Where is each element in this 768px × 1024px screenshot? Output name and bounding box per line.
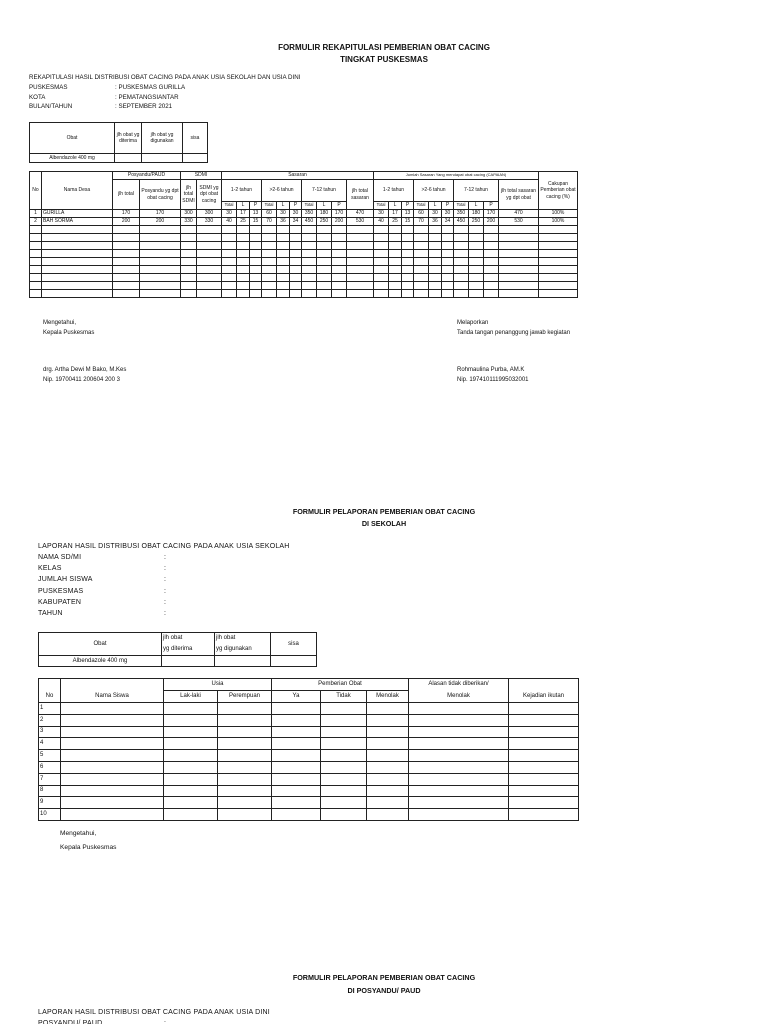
section1-intro: REKAPITULASI HASIL DISTRIBUSI OBAT CACING PADA ANAK USIA SEKOLAH DAN USIA DINI [29, 74, 301, 81]
section1-signature-left: Mengetahui, Kepala Puskesmas [43, 320, 95, 336]
header-alasan-menolak: Menolak [409, 691, 509, 703]
table-row [39, 738, 579, 750]
section1-title: FORMULIR REKAPITULASI PEMBERIAN OBAT CACING [278, 43, 490, 52]
header-posyandu-dpt: Posyandu yg dpt obat cacing [140, 180, 181, 210]
table-row [30, 250, 578, 258]
header-jlh-total: jlh total [113, 180, 140, 210]
header-age-3-capaian: 7-12 tahun [454, 180, 499, 202]
table-row [30, 282, 578, 290]
header-sisa: sisa [271, 633, 317, 656]
section2-info-list: NAMA SD/MI : KELAS : JUMLAH SISWA : PUSKESMAS : KABUPATEN : TAHUN : [38, 554, 167, 618]
header-sdmi-dpt: SDMI yg dpt obat cacing [197, 180, 222, 210]
header-age-1: 1-2 tahun [222, 180, 262, 202]
section1-signature-left-name: drg. Artha Dewi M Bako, M.Kes Nip. 19700411 200604 200 3 [43, 367, 127, 383]
table-row [39, 797, 579, 809]
table-row [30, 242, 578, 250]
section2-intro: LAPORAN HASIL DISTRIBUSI OBAT CACING PADA ANAK USIA SEKOLAH [38, 543, 290, 550]
header-sdmi: SDMI [181, 172, 222, 180]
section3-intro: LAPORAN HASIL DISTRIBUSI OBAT CACING PADA ANAK USIA DINI [38, 1009, 270, 1016]
header-pemberian-obat: Pemberian Obat [272, 679, 409, 691]
header-sasaran: Sasaran [222, 172, 374, 180]
header-alasan: Alasan tidak diberikan/ [409, 679, 509, 691]
header-ya: Ya [272, 691, 321, 703]
header-cakupan: Cakupan Pemberian obat cacing (%) [539, 172, 578, 210]
table-row [39, 809, 579, 821]
header-obat: Obat [39, 633, 162, 656]
row-number: 9 [39, 797, 61, 809]
header-obat: Obat [30, 123, 115, 154]
section1-subtitle: TINGKAT PUSKESMAS [340, 55, 428, 64]
section2-siswa-table [38, 678, 579, 821]
header-digunakan: jlh obat yg digunakan [142, 123, 183, 154]
table-row: 2 BAH SORMA 200 200 330 330 40 25 15 70 36 34 450 250 200 530 40 25 15 70 36 34 450 250 200 530 100% [30, 218, 578, 226]
table-row [39, 703, 579, 715]
section2-obat-table: Obat jlh obat jlh obat sisa yg diterima yg digunakan Albendazole 400 mg [38, 632, 317, 667]
section1-signature-right: Melaporkan Tanda tangan penanggung jawab kegiatan [457, 320, 571, 336]
row-number: 8 [39, 785, 61, 797]
section2-signature: Mengetahui, Kepala Puskesmas [60, 830, 117, 851]
table-row [30, 226, 578, 234]
section3-title: FORMULIR PELAPORAN PEMBERIAN OBAT CACING [292, 973, 476, 982]
header-tidak: Tidak [321, 691, 367, 703]
header-age-3: 7-12 tahun [302, 180, 347, 202]
table-row [39, 785, 579, 797]
table-row [39, 750, 579, 762]
table-row: 1 GURILLA 170 170 300 300 30 17 13 60 30 30 350 180 170 470 30 17 13 60 30 30 350 180 170 470 100% [30, 210, 578, 218]
header-jlh-sasaran: jlh total sasaran [347, 180, 374, 210]
section2-title: FORMULIR PELAPORAN PEMBERIAN OBAT CACING [292, 507, 476, 516]
table-row [39, 761, 579, 773]
header-no: No [30, 172, 42, 210]
header-posyandu: Posyandu/PAUD [113, 172, 181, 180]
header-age-1-capaian: 1-2 tahun [374, 180, 414, 202]
table-row [30, 258, 578, 266]
row-number: 5 [39, 750, 61, 762]
table-row [30, 266, 578, 274]
subheader-row: Total L P Total L P Total L P Total L P Total L P Total L P [30, 202, 578, 210]
obat-name: Albendazole 400 mg [30, 154, 115, 163]
section1-info-bulan: BULAN/TAHUN : SEPTEMBER 2021 [29, 103, 173, 110]
header-perempuan: Perempuan [218, 691, 272, 703]
section1-obat-table [29, 122, 208, 163]
row-number: 10 [39, 809, 61, 821]
header-nama-siswa: Nama Siswa [61, 691, 164, 703]
section3-subtitle: DI POSYANDU/ PAUD [347, 986, 421, 995]
header-menolak: Menolak [367, 691, 409, 703]
table-row [39, 714, 579, 726]
row-number: 7 [39, 773, 61, 785]
row-number: 6 [39, 761, 61, 773]
header-capaian: Jumlah Sasaran Yang mendapat obat cacing (CAPAIAN) [374, 172, 539, 180]
section3-info: POSYANDU/ PAUD : [38, 1020, 167, 1024]
section1-main-table [29, 171, 578, 298]
table-row [30, 290, 578, 298]
header-usia: Usia [164, 679, 272, 691]
table-row [39, 773, 579, 785]
header-age-2: >2-6 tahun [262, 180, 302, 202]
header-no: No [39, 691, 61, 703]
section1-signature-right-name: Rohmaulina Purba, AM.K Nip. 197410111995032001 [457, 367, 529, 383]
table-row [30, 234, 578, 242]
header-sdmi-total: jlh total SDMI [181, 180, 197, 210]
section1-info-puskesmas: PUSKESMAS : PUSKESMAS GURILLA [29, 84, 186, 91]
header-jlh-sasaran-dpt: jlh total sasaran yg dpt obat [499, 180, 539, 210]
table-row [39, 726, 579, 738]
row-number: 4 [39, 738, 61, 750]
header-age-2-capaian: >2-6 tahun [414, 180, 454, 202]
row-number: 2 [39, 714, 61, 726]
section2-subtitle: DI SEKOLAH [361, 519, 407, 528]
header-nama-desa: Nama Desa [42, 172, 113, 210]
header-kejadian: Kejadian ikutan [509, 691, 579, 703]
obat-name: Albendazole 400 mg [39, 656, 162, 667]
table-row [30, 274, 578, 282]
row-number: 3 [39, 726, 61, 738]
header-diterima: jlh obat yg diterima [115, 123, 142, 154]
section1-info-kota: KOTA : PEMATANGSIANTAR [29, 94, 179, 101]
header-sisa: sisa [183, 123, 208, 154]
row-number: 1 [39, 703, 61, 715]
header-laki: Lak-laki [164, 691, 218, 703]
